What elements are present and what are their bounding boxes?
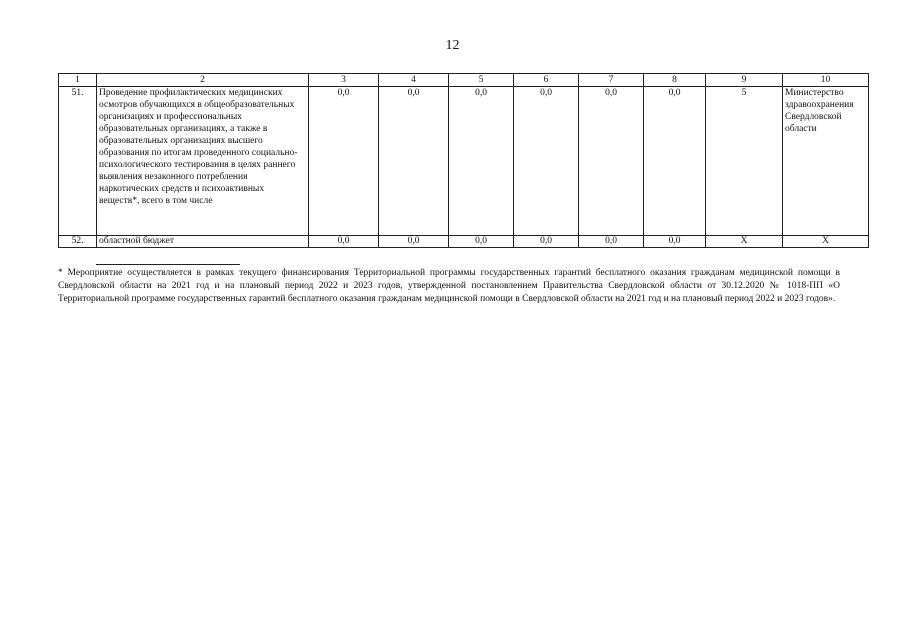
row-number: 52. (59, 236, 97, 248)
col9-cell: Х (706, 236, 783, 248)
header-cell: 9 (706, 74, 783, 87)
value-cell: 0,0 (449, 87, 514, 236)
value-cell: 0,0 (514, 87, 579, 236)
header-cell: 7 (579, 74, 644, 87)
responsible-body-cell: Министерство здравоохранения Свердловской области (783, 87, 869, 236)
row-number: 51. (59, 87, 97, 236)
value-cell: 0,0 (579, 87, 644, 236)
responsible-body-cell: Х (783, 236, 869, 248)
row-description: Проведение профилактических медицинских осмотров обучающихся в общеобразовательных организациях и профессиональных образовательных организациях, а также в образовательных организациях высшего образования по итогам проведенного социально-психологического тестирования в целях раннего выявления незаконного потребления наркотических средств и психоактивных веществ*, всего в том числе (97, 87, 309, 236)
header-cell: 4 (379, 74, 449, 87)
page-number: 12 (445, 38, 460, 53)
table-row (59, 236, 869, 248)
header-cell: 8 (644, 74, 706, 87)
value-cell: 0,0 (579, 236, 644, 248)
col9-cell: 5 (706, 87, 783, 236)
table-header-row (59, 74, 869, 87)
value-cell: 0,0 (449, 236, 514, 248)
value-cell: 0,0 (379, 87, 449, 236)
footnote-divider (96, 264, 240, 265)
value-cell: 0,0 (644, 236, 706, 248)
header-cell: 10 (783, 74, 869, 87)
value-cell: 0,0 (514, 236, 579, 248)
header-cell: 5 (449, 74, 514, 87)
row-description: областной бюджет (97, 236, 309, 248)
value-cell: 0,0 (309, 236, 379, 248)
value-cell: 0,0 (644, 87, 706, 236)
program-table (58, 73, 869, 248)
header-cell: 2 (97, 74, 309, 87)
table-row (59, 87, 869, 236)
value-cell: 0,0 (379, 236, 449, 248)
header-cell: 1 (59, 74, 97, 87)
value-cell: 0,0 (309, 87, 379, 236)
header-cell: 6 (514, 74, 579, 87)
footnote-text: * Мероприятие осуществляется в рамках текущего финансирования Территориальной программы государственных гарантий бесплатного оказания гражданам медицинской помощи в Свердловской области на 2021 год и на плановый период 2022 и 2023 годов, утвержденной постановлением Правительства Свердловской области от 30.12.2020 № 1018-ПП «О Территориальной программе государственных гарантий бесплатного оказания гражданам медицинской помощи в Свердловской области на 2021 год и на плановый период 2022 и 2023 годов». (58, 268, 840, 304)
header-cell: 3 (309, 74, 379, 87)
